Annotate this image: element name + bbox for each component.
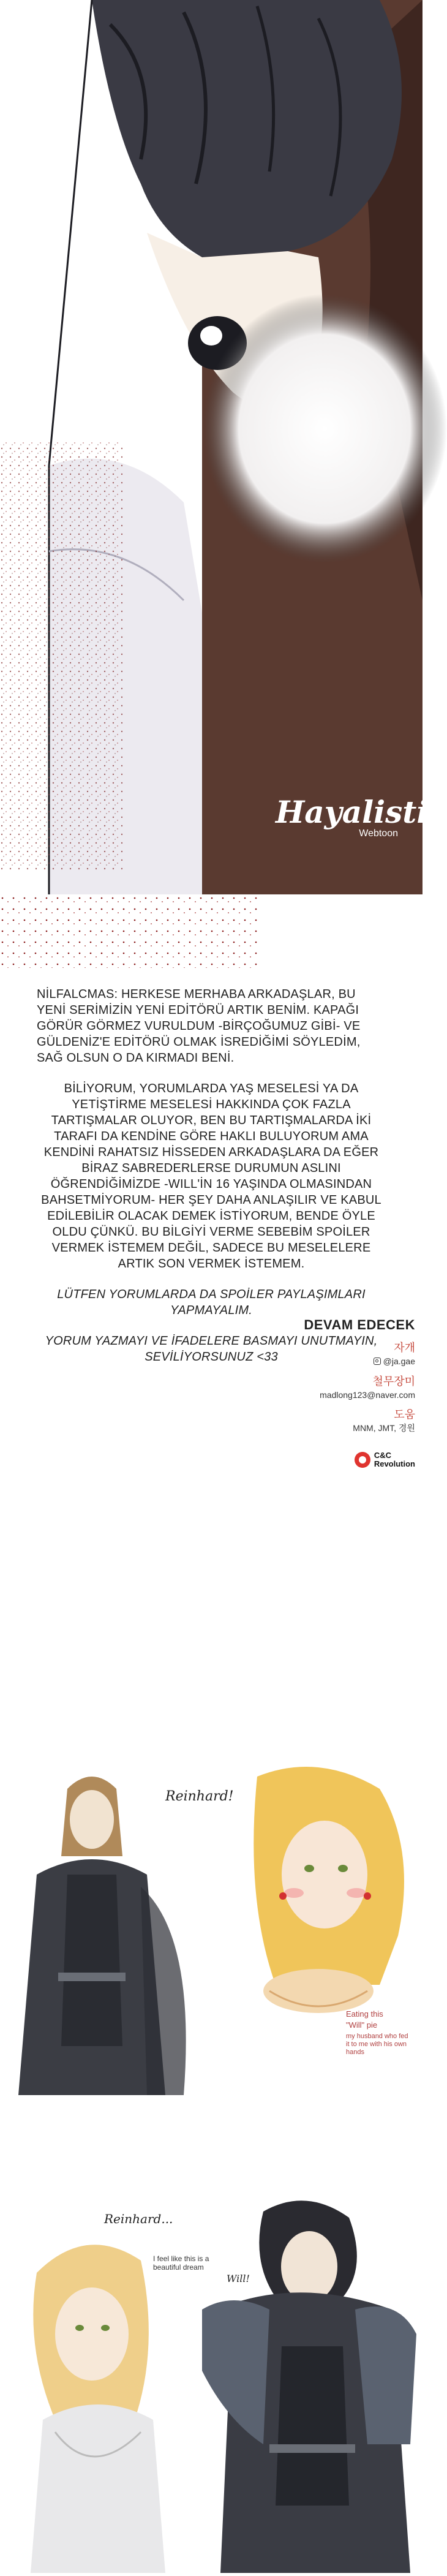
bonus-art-1-speech: Reinhard! (165, 1789, 234, 1804)
publisher-logo-line2: Revolution (374, 1459, 415, 1468)
publisher-logo (355, 1451, 415, 1468)
credit-value-story: madlong123@naver.com (320, 1390, 415, 1400)
credit-role-help: 도움 (394, 1408, 415, 1421)
bonus-art-1-scribble-1: Eating this (346, 2009, 383, 2019)
watermark-subtitle: Webtoon (359, 828, 398, 839)
bonus-art-2-illustration (0, 2187, 423, 2573)
credit-value-art: @ja.gae (383, 1356, 415, 1366)
bonus-art-2-scribble-1: I feel like this is a beautiful dream (153, 2254, 209, 2272)
watermark-title: Hayalistic (276, 794, 447, 830)
speckle-divider (0, 894, 423, 980)
bonus-art-1-scribble-2: "Will" pie (346, 2020, 378, 2030)
continued-label: DEVAM EDECEK (304, 1317, 415, 1332)
instagram-icon (374, 1358, 381, 1365)
note-paragraph-2: BİLİYORUM, YORUMLARDA YAŞ MESELESİ YA DA YETİŞTİRME MESELESİ HAKKINDA ÇOK FAZLA TARTIŞMALAR OLUYOR, BEN BU TARTIŞMALARDA İKİ TARAFI DA KENDİNE GÖRE HAKLI BULUYORUM AMA KENDİNİ RAHATSIZ HİSSEDEN ARKADAŞLARA DA EĞER BİRAZ SABREDERLERSE DURUMUN ASLINI ÖĞRENDİĞİMİZDE -WILL'İN 16 YAŞINDA OLMASINDAN BAHSETMİYORUM- HER ŞEY DAHA ANLAŞILIR VE KABUL EDİLEBİLİR OLACAK DEMEK İSTİYORUM, BENDE ÖYLE OLDU ÇÜNKÜ. BU BİLGİYİ VERME SEBEBİM SPOİLER VERMEK İSTEMEM DEĞİL, SADECE BU MESELELERE ARTIK SON VERMEK İSTEMEM. (41, 1082, 381, 1271)
manga-panel-top (0, 0, 447, 894)
bonus-art-2 (0, 2187, 423, 2573)
bonus-art-2-speech: Reinhard... (104, 2212, 173, 2226)
note-paragraph-4: YORUM YAZMAYI VE İFADELERE BASMAYI UNUTMAYIN, SEVİLİYORSUNUZ <33 (45, 1334, 378, 1364)
credit-role-art: 자개 (394, 1342, 415, 1354)
note-paragraph-1: NİLFALCMAS: HERKESE MERHABA ARKADAŞLAR, BU YENİ SERİMİZİN YENİ EDİTÖRÜ ARTIK BENİM. KAPAĞI GÖRÜR GÖRMEZ VURULDUM -BİRÇOĞUMUZ GİBİ- VE GÜLDENİZ'E EDİTÖRÜ OLMAK İSREDİĞİMİ SÖYLEDİM, SAĞ OLSUN O DA KIRMADI BENİ. (37, 988, 361, 1065)
credit-value-help: MNM, JMT, 경원 (353, 1423, 415, 1433)
publisher-logo-icon (355, 1452, 370, 1468)
manga-panel-artwork (0, 0, 447, 894)
bonus-art-1 (0, 1752, 423, 2107)
bonus-art-1-scribble-3: my husband who fed it to me with his own hands (346, 2033, 408, 2056)
bonus-art-2-scribble-2: Will! (227, 2273, 250, 2284)
watermark (276, 794, 447, 839)
credit-role-story: 철무장미 (372, 1375, 415, 1388)
credits (195, 1317, 415, 1471)
note-paragraph-3: LÜTFEN YORUMLARDA DA SPOİLER PAYLAŞIMLARI YAPMAYALIM. (57, 1288, 366, 1317)
publisher-logo-line1: C&C (374, 1451, 391, 1460)
